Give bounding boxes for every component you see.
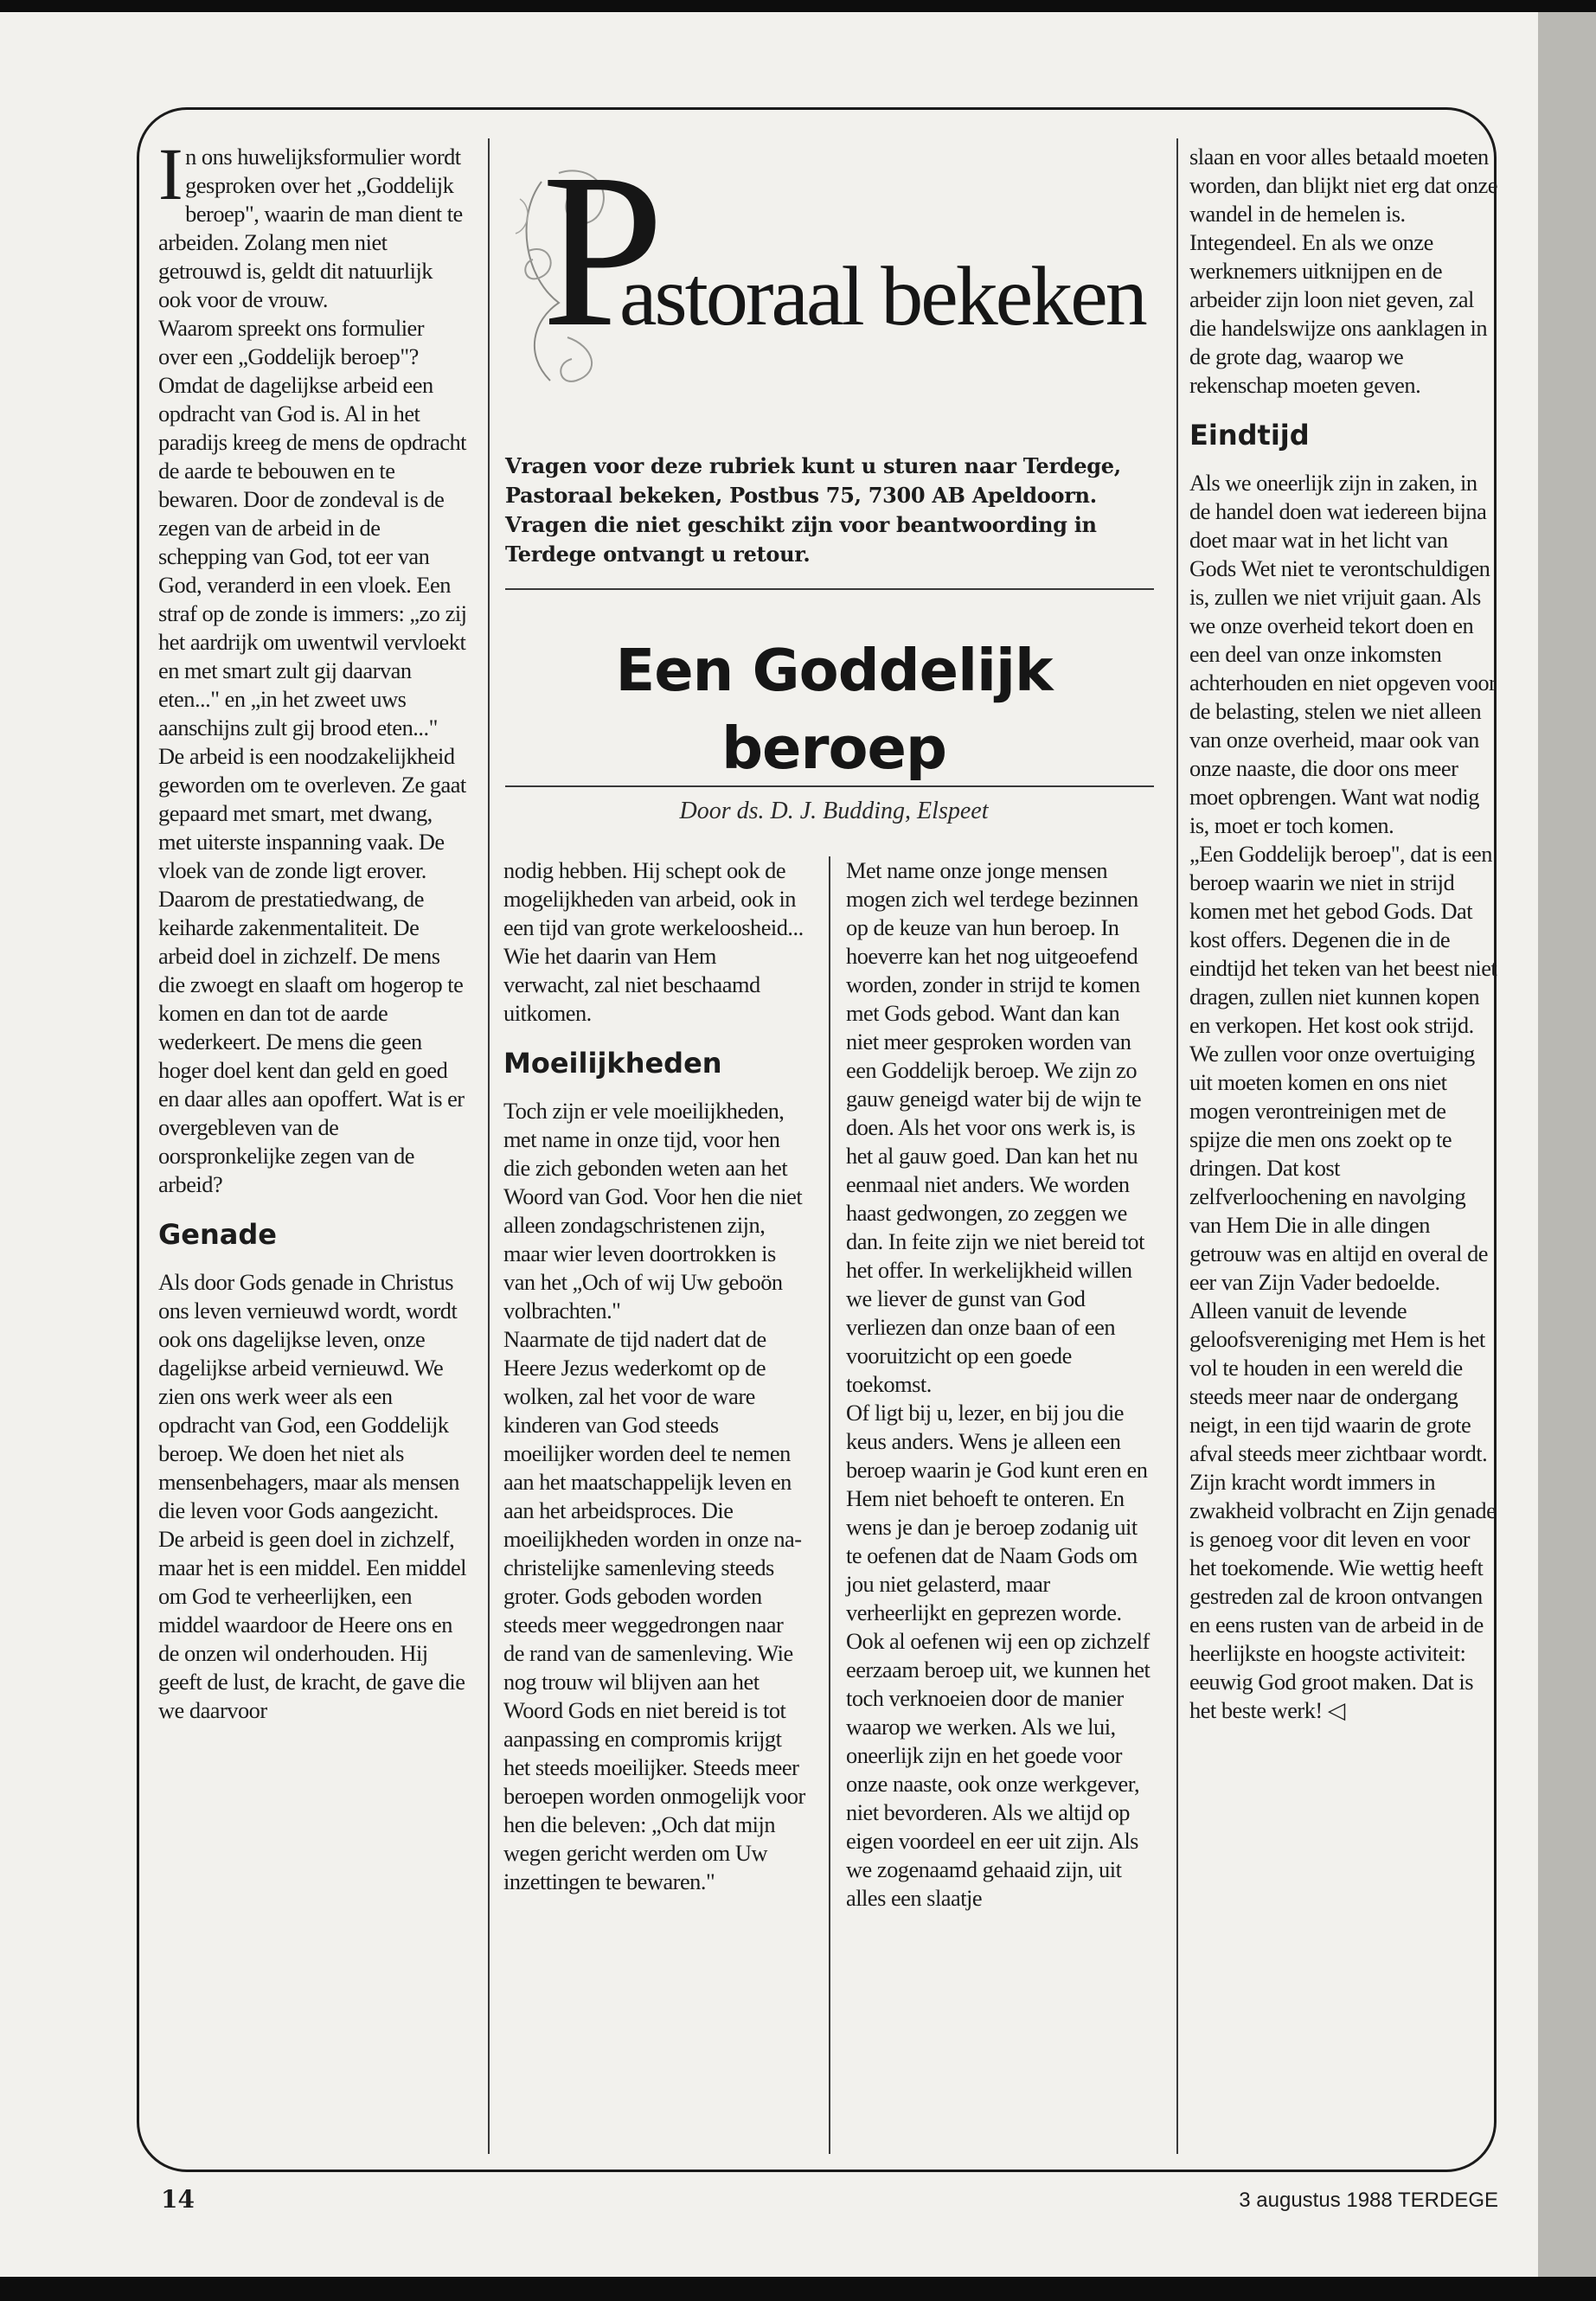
paragraph: Als door Gods genade in Christus ons leven vernieuwd wordt, wordt ook ons dagelijkse leven, onze dagelijkse arbeid vernieuwd. We zien ons werk weer als een opdracht van God, een Goddelijk beroep. We doen het niet als mensenbehagers, maar als mensen die leven voor Gods aangezicht. De arbeid is geen doel in zichzelf, maar het is een middel. Een middel om God te verheerlijken, een middel waardoor de Heere ons en de onzen wil onderhouden. Hij geeft de lust, de kracht, de gave die we daarvoor [158,1269,467,1723]
end-mark-icon: ◁ [1327,1697,1345,1723]
paragraph: Naarmate de tijd nadert dat de Heere Jezus wederkomt op de wolken, zal het voor de ware kinderen van God steeds moeilijker worden deel te nemen aan het maatschappelijk leven en aan het arbeidsproces. Die moeilijkheden worden in onze na-christelijke samenleving steeds groter. Gods geboden worden steeds meer weggedrongen naar de rand van de samenleving. Wie nog trouw wil blijven aan het Woord Gods en niet bereid is tot aanpassing en compromis krijgt het steeds moeilijker. Steeds meer beroepen worden onmogelijk voor hen die beleven: „Och dat mijn wegen gericht werden om Uw inzettingen te bewaren." [503,1326,805,1894]
paragraph-text: Alleen vanuit de levende geloofsvereniging met Hem is het vol te houden in een wereld die steeds meer naar de ondergang neigt, in een tijd waarin de grote afval steeds meer zichtbaar wordt. Zijn kracht wordt immers in zwakheid volbracht en Zijn genade is genoeg voor dit leven en voor het toekomende. Wie wettig heeft gestreden zal de kroon ontvangen en eens rusten van de arbeid in de heerlijkste en hoogste activiteit: eeuwig God groot maken. Dat is het beste werk! [1189,1298,1497,1723]
paragraph-text: n ons huwelijksformulier wordt gesproken over het „Goddelijk beroep", waarin de man dient te arbeiden. Zolang men niet getrouwd is, geldt dit natuurlijk ook voor de vrouw. [158,144,463,312]
article-title: Een Goddelijk beroep [615,637,1053,782]
paragraph: Waarom spreekt ons formulier over een „Goddelijk beroep"? Omdat de dagelijkse arbeid een opdracht van God is. Al in het paradijs kreeg de mens de opdracht de aarde te bebouwen en te bewaren. Door de zondeval is de zegen van de arbeid in de schepping van God, tot eer van God, veranderd in een vloek. Een straf op de zonde is immers: „zo zij het aardrijk om uwentwil vervloekt en met smart zult gij daarvan eten..." en „in het zweet uws aanschijns zult gij brood eten..." [158,315,467,740]
column-4 [1189,143,1497,1725]
subheading-genade: Genade [158,1218,277,1251]
issue-info: 3 augustus 1988 TERDEGE [1239,2189,1498,2212]
column-logo [507,129,1182,398]
byline: Door ds. D. J. Budding, Elspeet [679,798,989,824]
paragraph [158,132,468,314]
column-rule [488,138,490,2154]
logo-title: astoraal bekeken [619,250,1145,343]
column-3 [846,856,1153,1913]
paragraph: Met name onze jonge mensen mogen zich wel terdege bezinnen op de keuze van hun beroep. In hoeverre kan het nog uitgeoefend worden, zonder in strijd te komen met Gods gebod. Want dan kan niet meer gesproken worden van een Goddelijk beroep. We zijn zo gauw geneigd water bij de wijn te doen. Als het voor ons werk is, is het al gauw goed. Dan kan het nu eenmaal niet anders. We worden haast gedwongen, zo zeggen we dan. In feite zijn we niet bereid tot het offer. In werkelijkheid willen we liever de gunst van God verliezen dan onze baan of een vooruitzicht op een goede toekomst. [846,857,1144,1397]
paragraph: slaan en voor alles betaald moeten worden, dan blijkt niet erg dat onze wandel in de hemelen is. Integendeel. En als we onze werknemers uitknijpen en de arbeider zijn loon niet geven, zal die handelswijze ons aanklagen in de grote dag, waarop we rekenschap moeten geven. [1189,144,1498,398]
paragraph: Als we oneerlijk zijn in zaken, in de handel doen wat iedereen bijna doet maar wat in het licht van Gods Wet niet te verontschuldigen is, zullen we niet vrijuit gaan. Als we onze overheid tekort doen en een deel van onze inkomsten achterhouden en niet opgeven voor de belasting, stelen we niet alleen van onze overheid, maar ook van onze naaste, die door ons meer moet opbrengen. Want wat nodig is, moet er toch komen. [1189,470,1497,838]
submission-note: Vragen voor deze rubriek kunt u sturen naar Terdege, Pastoraal bekeken, Postbus 75, 7300 AB Apeldoorn. Vragen die niet geschikt zijn voor beantwoording in Terdege ontvangt u retour. [505,453,1121,567]
subheading-moeilijkheden: Moeilijkheden [503,1047,722,1080]
paragraph: Of ligt bij u, lezer, en bij jou die keus anders. Wens je alleen een beroep waarin je God kunt eren en Hem niet behoeft te onteren. En wens je dan je beroep zodanig uit te oefenen dat de Naam Gods om jou niet gelasterd, maar verheerlijkt en geprezen worde. Ook al oefenen wij een op zichzelf eerzaam beroep uit, we kunnen het toch verknoeien door de manier waarop we werken. Als we lui, oneerlijk zijn en het goede voor onze naaste, ook onze werkgever, niet bevorderen. Als we altijd op eigen voordeel en eer uit zijn. Als we zogenaamd gehaaid zijn, uit alles een slaatje [846,1400,1151,1911]
paragraph: „Een Goddelijk beroep", dat is een beroep waarin we niet in strijd komen met het gebod Gods. Dat kost offers. Degenen die in de eindtijd het teken van het beest niet dragen, zullen niet kunnen kopen en verkopen. Het kost ook strijd. We zullen voor onze overtuiging uit moeten komen en ons niet mogen verontreinigen met de spijze die men ons zoekt op te dringen. Dat kost zelfverloochening en navolging van Hem Die in alle dingen getrouw was en altijd en overal de eer van Zijn Vader bedoelde. [1189,841,1497,1295]
scan-edge [1538,12,1596,2277]
subheading-eindtijd: Eindtijd [1189,419,1310,452]
column-rule [829,856,830,2154]
column-2 [503,856,806,1896]
paragraph: De arbeid is een noodzakelijkheid geworden om te overleven. Ze gaat gepaard met smart, met dwang, met uiterste inspanning vaak. De vloek van de zonde ligt erover. Daarom de prestatiedwang, de keiharde zakenmentaliteit. De arbeid doel in zichzelf. De mens die zwoegt en slaaft om hogerop te komen en dan tot de aarde wederkeert. De mens die geen hoger doel kent dan geld en goed en daar alles aan opoffert. Wat is er overgebleven van de oorspronkelijke zegen van de arbeid? [158,743,466,1197]
paragraph: nodig hebben. Hij schept ook de mogelijkheden van arbeid, ook in een tijd van grote werkeloosheid... Wie het daarin van Hem verwacht, zal niet beschaamd uitkomen. [503,857,804,1026]
column-rule [1176,138,1178,2154]
title-rule-top [505,588,1154,590]
paragraph [1189,1297,1497,1725]
logo-initial: P [542,129,664,373]
paragraph: Toch zijn er vele moeilijkheden, met name in onze tijd, voor hen die zich gebonden weten aan het Woord van God. Voor hen die niet alleen zondagschristenen zijn, maar wier leven doortrokken is van het „Och of wij Uw geboön volbrachten." [503,1098,803,1324]
title-rule-bottom [505,785,1154,787]
column-1 [158,132,468,1725]
drop-cap: I [158,132,183,215]
page-number: 14 [161,2185,195,2214]
